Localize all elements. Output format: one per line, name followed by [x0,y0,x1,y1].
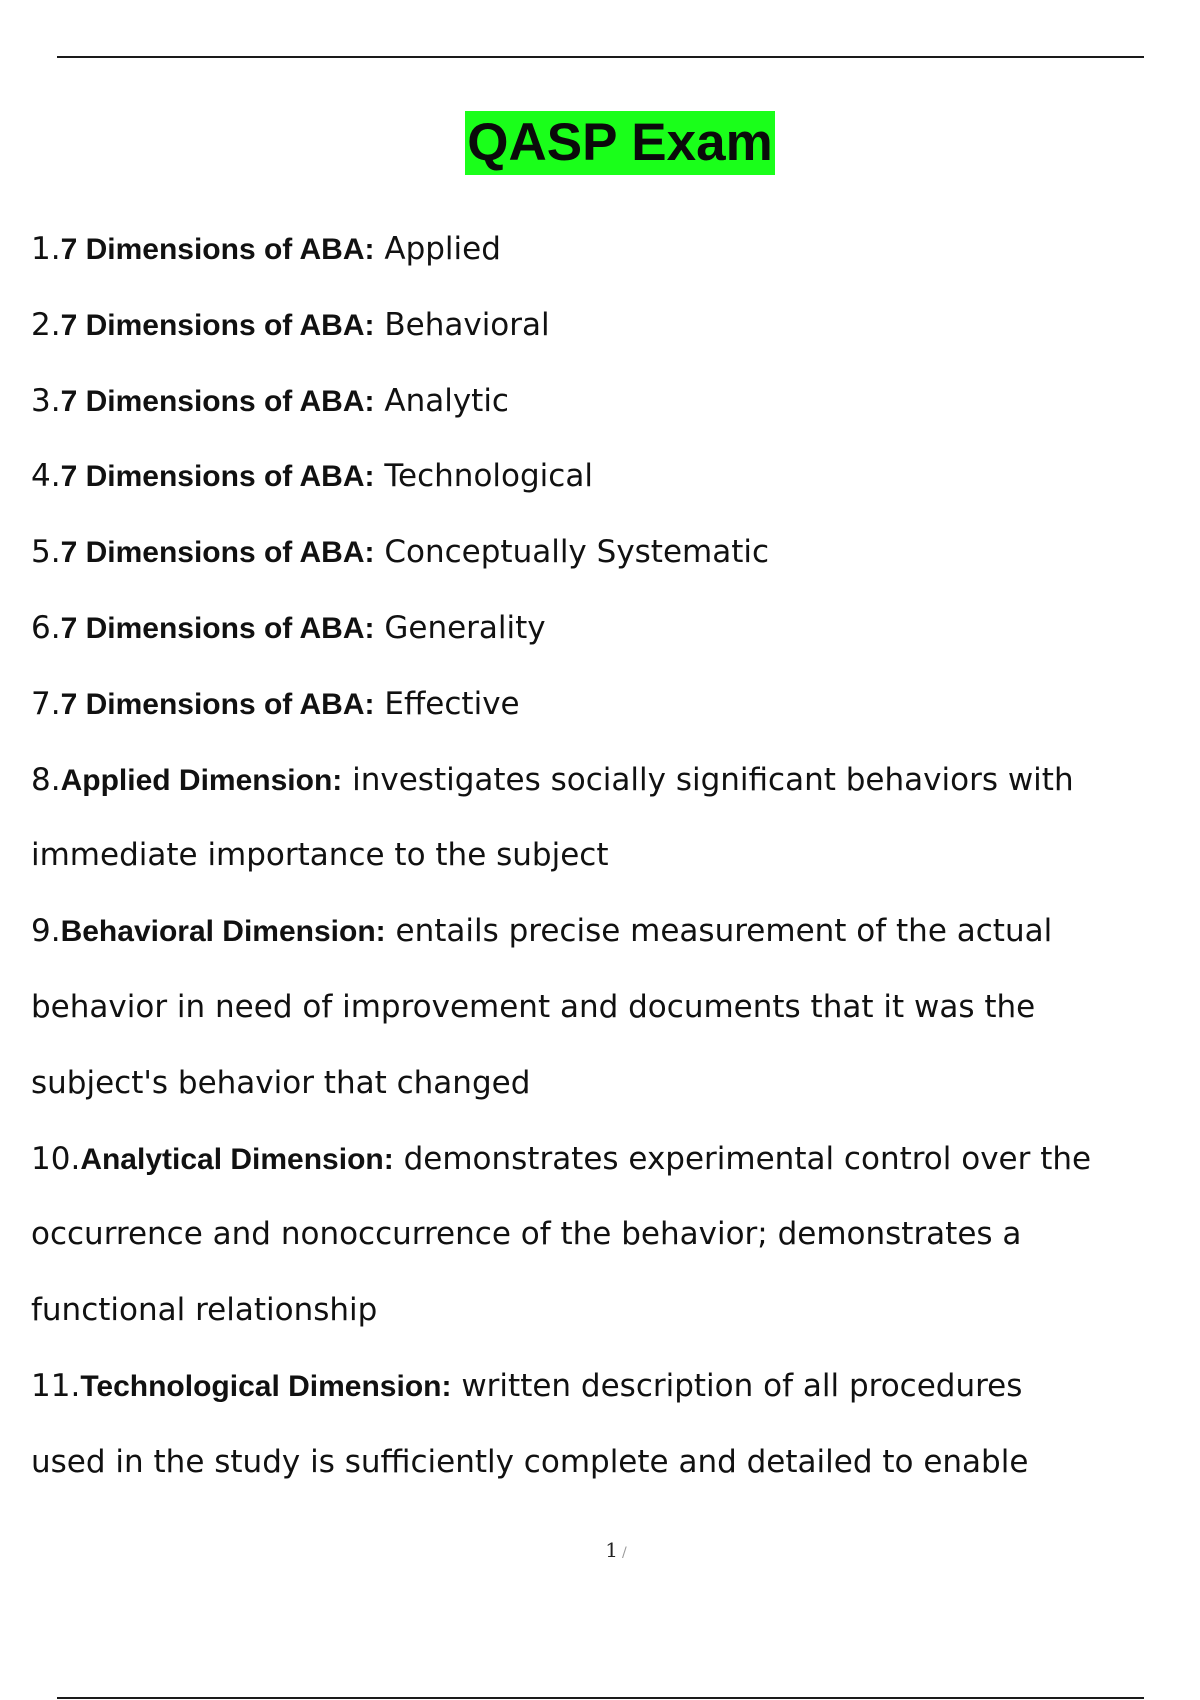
item-definition: functional relationship [31,1292,378,1329]
list-item-continuation [31,1197,1181,1273]
item-number: 1. [31,231,61,267]
item-definition: Conceptually Systematic [384,534,770,571]
list-item-continuation [31,1273,1181,1349]
page-number-value: 1 [605,1538,618,1562]
list-item [31,1122,1181,1198]
item-term: Applied Dimension: [60,763,343,797]
list-item-continuation [31,970,1181,1046]
item-number: 6. [31,609,61,646]
list-item [31,591,1181,667]
item-definition: behavior in need of improvement and documents that it was the [31,988,1036,1025]
item-definition: Applied [384,231,501,267]
list-item-continuation [31,1425,1181,1501]
item-number: 11. [31,1367,81,1404]
item-number: 5. [31,534,61,571]
item-number: 3. [31,382,61,419]
item-term: 7 Dimensions of ABA: [60,536,375,570]
item-definition: demonstrates experimental control over the [403,1140,1092,1177]
list-item [31,1349,1181,1425]
item-definition: investigates socially significant behaviors with [352,761,1074,798]
list-item [31,894,1181,970]
item-number: 2. [31,306,61,343]
title-container [0,111,1200,175]
page-title: QASP Exam [465,111,774,175]
item-term: 7 Dimensions of ABA: [60,611,375,645]
item-number: 9. [31,913,61,950]
list-item [31,515,1181,591]
item-definition: Analytic [384,382,509,419]
bottom-rule [57,1697,1144,1699]
list-item-continuation [31,818,1181,894]
item-term: 7 Dimensions of ABA: [60,687,375,721]
item-definition: written description of all procedures [461,1367,1023,1404]
item-definition: Technological [384,458,593,495]
item-definition: immediate importance to the subject [31,837,609,874]
item-number: 10. [31,1140,81,1177]
item-term: Technological Dimension: [80,1369,452,1403]
page-number [0,1538,1200,1562]
qa-list [31,212,1181,1501]
item-definition: used in the study is sufficiently complete and detailed to enable [31,1443,1029,1480]
list-item [31,743,1181,819]
item-term: 7 Dimensions of ABA: [60,384,375,418]
item-term: 7 Dimensions of ABA: [60,233,375,266]
item-definition: occurrence and nonoccurrence of the behavior; demonstrates a [31,1216,1022,1253]
item-term: Analytical Dimension: [80,1142,394,1176]
item-term: 7 Dimensions of ABA: [60,308,375,342]
list-item [31,288,1181,364]
list-item [31,212,1181,288]
item-number: 8. [31,761,61,798]
item-definition: entails precise measurement of the actual [395,913,1053,950]
item-definition: subject's behavior that changed [31,1064,531,1101]
item-term: Behavioral Dimension: [60,915,386,949]
item-definition: Generality [384,609,546,646]
top-rule [57,56,1144,58]
item-definition: Effective [384,685,520,722]
list-item [31,364,1181,440]
item-number: 4. [31,458,61,495]
item-number: 7. [31,685,61,722]
list-item [31,439,1181,515]
item-term: 7 Dimensions of ABA: [60,460,375,494]
list-item-continuation [31,1046,1181,1122]
item-definition: Behavioral [384,306,550,343]
page-number-separator: / [622,1545,627,1561]
list-item [31,667,1181,743]
